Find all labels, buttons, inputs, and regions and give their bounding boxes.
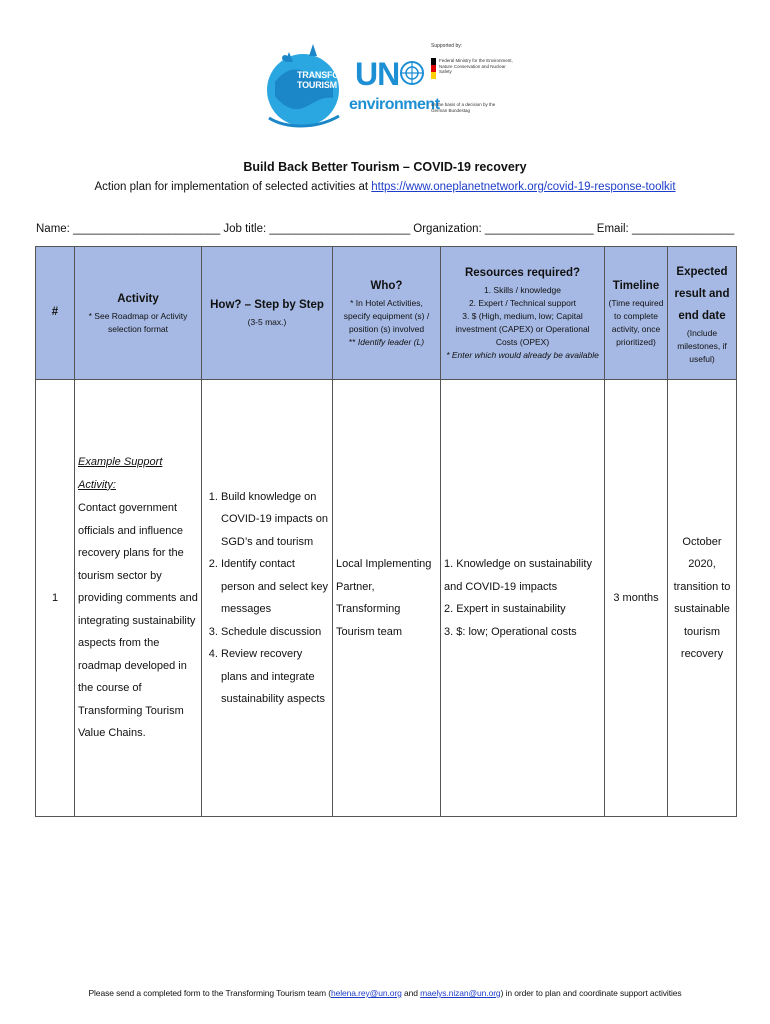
activity-cell[interactable] [75, 380, 202, 817]
footer-note [0, 988, 770, 998]
activity-text: Contact government officials and influence recovery plans for the tourism sector by providing comments and integrating sustainability aspects from the roadmap developed in the course of Transforming Tourism Value Chains. [78, 502, 198, 740]
steps-list [205, 486, 329, 711]
example-label: Example Support Activity: [78, 456, 163, 491]
table-header-row [36, 247, 737, 380]
list-item: 4. Review recovery plans and integrate sustainability aspects [221, 643, 329, 711]
header-how: How? – Step by Step (3-5 max.) [202, 247, 333, 380]
resources-cell[interactable] [441, 380, 605, 817]
expected-cell[interactable]: October 2020, transition to sustainable tourism recovery [668, 380, 737, 817]
header-number: # [36, 247, 75, 380]
resource-item: 2. Expert in sustainability [444, 603, 566, 615]
resource-item: 3. $: low; Operational costs [444, 625, 577, 638]
action-plan-table [35, 246, 737, 817]
supported-by-label: Supported by: [431, 43, 463, 49]
toolkit-link[interactable]: https://www.oneplanetnetwork.org/covid-19-response-toolkit [371, 181, 676, 193]
list-item: 1. Build knowledge on COVID-19 impacts on SGD’s and tourism [221, 486, 329, 554]
header-who: Who? * In Hotel Activities, specify equipment (s) / position (s) involved ** Identify leader (L) [333, 247, 441, 380]
document-subtitle [0, 181, 770, 193]
email-link-maelys[interactable]: maelys.nizan@un.org [420, 988, 501, 998]
un-environment-wordmark: environment [349, 96, 440, 113]
footer-middle: and [401, 988, 421, 998]
un-emblem-icon [399, 60, 425, 86]
email-link-helena[interactable]: helena.rey@un.org [330, 988, 402, 998]
row-number: 1 [36, 380, 75, 817]
transforming-tourism-logo [255, 38, 369, 138]
tt-line1: TRANSFORMING [297, 70, 369, 80]
subtitle-text: Action plan for implementation of selected activities at [94, 181, 372, 193]
un-wordmark: UN [355, 56, 400, 92]
header-resources: Resources required? 1. Skills / knowledge 2. Expert / Technical support 3. $ (High, medium, low; Capital investment (CAPEX) or Operational Costs (OPEX) * Enter which would already be available [441, 247, 605, 380]
un-environment-logo [349, 56, 440, 126]
tt-line2: TOURISM [297, 80, 337, 90]
logo-strip [255, 38, 515, 138]
contact-fields[interactable]: Name: _______________________ Job title: ______________________ Organization: _________________ Email: ________________ [36, 223, 735, 235]
table-row [36, 380, 737, 817]
resource-item: 1. Knowledge on sustainability and COVID-19 impacts [444, 558, 592, 593]
timeline-cell[interactable]: 3 months [605, 380, 668, 817]
who-cell[interactable]: Local Implementing Partner, Transforming Tourism team [333, 380, 441, 817]
german-flag-icon [431, 58, 436, 80]
list-item: 3. Schedule discussion [221, 621, 329, 644]
header-timeline: Timeline (Time required to complete activity, once prioritized) [605, 247, 668, 380]
how-cell[interactable] [202, 380, 333, 817]
ministry-name: Federal Ministry for the Environment, Nature Conservation and Nuclear Safety [439, 58, 513, 74]
bundestag-note: on the basis of a decision by the German Bundestag [431, 102, 496, 113]
list-item: 2. Identify contact person and select key messages [221, 553, 329, 621]
footer-suffix: ) in order to plan and coordinate support activities [500, 988, 682, 998]
german-ministry-logo [431, 44, 521, 144]
header-expected: Expected result and end date (Include milestones, if useful) [668, 247, 737, 380]
document-title: Build Back Better Tourism – COVID-19 recovery [243, 160, 527, 174]
header-activity: Activity * See Roadmap or Activity selection format [75, 247, 202, 380]
footer-prefix: Please send a completed form to the Transforming Tourism team ( [88, 988, 331, 998]
